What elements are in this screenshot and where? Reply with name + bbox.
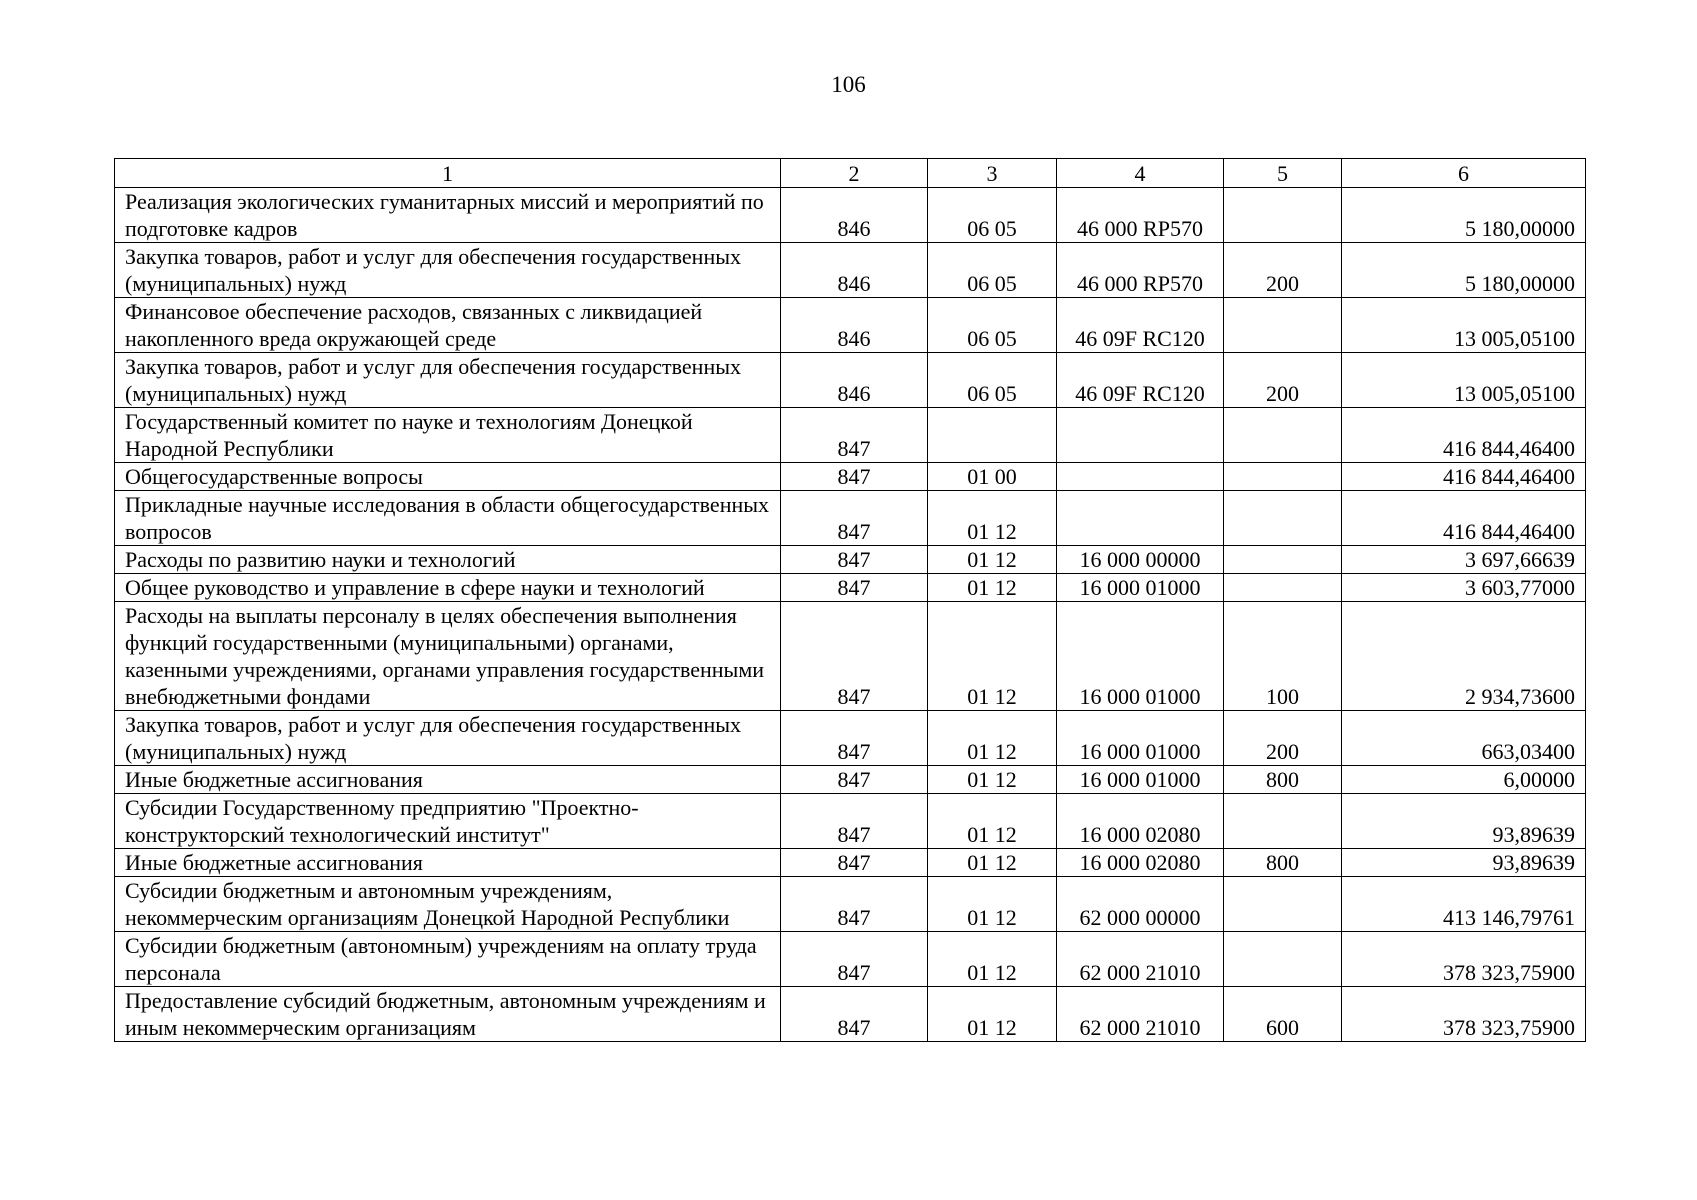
cell-amount: 93,89639 bbox=[1342, 794, 1586, 849]
cell-amount: 413 146,79761 bbox=[1342, 877, 1586, 932]
cell-expense-type bbox=[1224, 408, 1342, 463]
cell-target-article: 16 000 01000 bbox=[1057, 766, 1224, 794]
cell-name: Прикладные научные исследования в области общегосударственных вопросов bbox=[115, 491, 781, 546]
cell-name: Субсидии бюджетным и автономным учреждениям, некоммерческим организациям Донецкой Народной Республики bbox=[115, 877, 781, 932]
header-cell: 3 bbox=[928, 159, 1057, 188]
cell-department-code: 847 bbox=[781, 987, 928, 1042]
header-cell: 4 bbox=[1057, 159, 1224, 188]
cell-expense-type: 800 bbox=[1224, 849, 1342, 877]
cell-department-code: 847 bbox=[781, 574, 928, 602]
cell-target-article: 46 000 RP570 bbox=[1057, 188, 1224, 243]
table-row bbox=[115, 794, 1586, 849]
cell-department-code: 847 bbox=[781, 491, 928, 546]
cell-department-code: 846 bbox=[781, 353, 928, 408]
cell-section-code: 01 12 bbox=[928, 987, 1057, 1042]
cell-amount: 416 844,46400 bbox=[1342, 408, 1586, 463]
cell-name: Субсидии Государственному предприятию "Проектно-конструкторский технологический институт" bbox=[115, 794, 781, 849]
cell-department-code: 847 bbox=[781, 463, 928, 491]
cell-section-code: 01 12 bbox=[928, 546, 1057, 574]
table-row bbox=[115, 849, 1586, 877]
cell-section-code: 01 12 bbox=[928, 932, 1057, 987]
table-row bbox=[115, 463, 1586, 491]
cell-name: Общее руководство и управление в сфере науки и технологий bbox=[115, 574, 781, 602]
cell-section-code: 06 05 bbox=[928, 243, 1057, 298]
cell-department-code: 847 bbox=[781, 849, 928, 877]
table-row bbox=[115, 987, 1586, 1042]
cell-department-code: 847 bbox=[781, 794, 928, 849]
cell-department-code: 847 bbox=[781, 932, 928, 987]
table-row bbox=[115, 711, 1586, 766]
cell-expense-type bbox=[1224, 298, 1342, 353]
page-number: 106 bbox=[831, 72, 866, 97]
cell-expense-type bbox=[1224, 491, 1342, 546]
table-row bbox=[115, 243, 1586, 298]
table-row bbox=[115, 602, 1586, 711]
cell-name: Закупка товаров, работ и услуг для обеспечения государственных (муниципальных) нужд bbox=[115, 353, 781, 408]
cell-section-code: 06 05 bbox=[928, 353, 1057, 408]
table-row bbox=[115, 932, 1586, 987]
table-row bbox=[115, 491, 1586, 546]
cell-target-article: 16 000 02080 bbox=[1057, 794, 1224, 849]
cell-name: Общегосударственные вопросы bbox=[115, 463, 781, 491]
cell-name: Субсидии бюджетным (автономным) учреждениям на оплату труда персонала bbox=[115, 932, 781, 987]
cell-section-code: 01 12 bbox=[928, 711, 1057, 766]
header-cell: 5 bbox=[1224, 159, 1342, 188]
cell-expense-type bbox=[1224, 546, 1342, 574]
cell-amount: 5 180,00000 bbox=[1342, 243, 1586, 298]
cell-amount: 3 603,77000 bbox=[1342, 574, 1586, 602]
table-header-row bbox=[115, 159, 1586, 188]
cell-target-article: 16 000 01000 bbox=[1057, 602, 1224, 711]
cell-target-article bbox=[1057, 491, 1224, 546]
cell-department-code: 847 bbox=[781, 766, 928, 794]
cell-expense-type bbox=[1224, 932, 1342, 987]
cell-expense-type: 800 bbox=[1224, 766, 1342, 794]
table-row bbox=[115, 574, 1586, 602]
cell-target-article: 16 000 01000 bbox=[1057, 711, 1224, 766]
cell-section-code: 01 12 bbox=[928, 849, 1057, 877]
cell-target-article: 62 000 21010 bbox=[1057, 932, 1224, 987]
cell-section-code: 01 12 bbox=[928, 877, 1057, 932]
cell-name: Закупка товаров, работ и услуг для обеспечения государственных (муниципальных) нужд bbox=[115, 711, 781, 766]
table-row bbox=[115, 353, 1586, 408]
cell-expense-type bbox=[1224, 188, 1342, 243]
table-row bbox=[115, 188, 1586, 243]
cell-name: Реализация экологических гуманитарных миссий и мероприятий по подготовке кадров bbox=[115, 188, 781, 243]
cell-amount: 5 180,00000 bbox=[1342, 188, 1586, 243]
cell-department-code: 846 bbox=[781, 298, 928, 353]
cell-section-code: 06 05 bbox=[928, 188, 1057, 243]
header-cell: 2 bbox=[781, 159, 928, 188]
header-cell: 1 bbox=[115, 159, 781, 188]
cell-amount: 13 005,05100 bbox=[1342, 353, 1586, 408]
cell-expense-type bbox=[1224, 794, 1342, 849]
cell-department-code: 847 bbox=[781, 602, 928, 711]
cell-section-code: 01 12 bbox=[928, 766, 1057, 794]
cell-name: Государственный комитет по науке и технологиям Донецкой Народной Республики bbox=[115, 408, 781, 463]
cell-department-code: 847 bbox=[781, 408, 928, 463]
cell-name: Расходы по развитию науки и технологий bbox=[115, 546, 781, 574]
cell-amount: 416 844,46400 bbox=[1342, 491, 1586, 546]
cell-expense-type bbox=[1224, 877, 1342, 932]
cell-expense-type: 200 bbox=[1224, 243, 1342, 298]
cell-amount: 13 005,05100 bbox=[1342, 298, 1586, 353]
cell-expense-type bbox=[1224, 574, 1342, 602]
cell-expense-type: 200 bbox=[1224, 353, 1342, 408]
cell-section-code: 01 12 bbox=[928, 491, 1057, 546]
cell-department-code: 846 bbox=[781, 243, 928, 298]
cell-amount: 378 323,75900 bbox=[1342, 987, 1586, 1042]
cell-name: Предоставление субсидий бюджетным, автономным учреждениям и иным некоммерческим организациям bbox=[115, 987, 781, 1042]
cell-amount: 663,03400 bbox=[1342, 711, 1586, 766]
table-row bbox=[115, 877, 1586, 932]
budget-table bbox=[114, 158, 1586, 1042]
cell-target-article: 16 000 01000 bbox=[1057, 574, 1224, 602]
cell-name: Закупка товаров, работ и услуг для обеспечения государственных (муниципальных) нужд bbox=[115, 243, 781, 298]
cell-amount: 2 934,73600 bbox=[1342, 602, 1586, 711]
table-row bbox=[115, 408, 1586, 463]
table-row bbox=[115, 298, 1586, 353]
cell-target-article: 62 000 00000 bbox=[1057, 877, 1224, 932]
cell-department-code: 847 bbox=[781, 877, 928, 932]
cell-target-article: 46 000 RP570 bbox=[1057, 243, 1224, 298]
table-row bbox=[115, 546, 1586, 574]
cell-name: Иные бюджетные ассигнования bbox=[115, 849, 781, 877]
cell-section-code: 01 12 bbox=[928, 794, 1057, 849]
cell-target-article bbox=[1057, 408, 1224, 463]
cell-target-article: 46 09F RC120 bbox=[1057, 353, 1224, 408]
cell-target-article: 62 000 21010 bbox=[1057, 987, 1224, 1042]
cell-amount: 378 323,75900 bbox=[1342, 932, 1586, 987]
cell-expense-type: 200 bbox=[1224, 711, 1342, 766]
cell-name: Расходы на выплаты персоналу в целях обеспечения выполнения функций государственными (муниципальными) органами, казенными учреждениями, органами управления государственными внебюджетными фондами bbox=[115, 602, 781, 711]
cell-target-article: 46 09F RC120 bbox=[1057, 298, 1224, 353]
cell-section-code: 01 12 bbox=[928, 602, 1057, 711]
cell-expense-type bbox=[1224, 463, 1342, 491]
cell-amount: 93,89639 bbox=[1342, 849, 1586, 877]
cell-target-article bbox=[1057, 463, 1224, 491]
cell-target-article: 16 000 02080 bbox=[1057, 849, 1224, 877]
cell-department-code: 847 bbox=[781, 546, 928, 574]
cell-target-article: 16 000 00000 bbox=[1057, 546, 1224, 574]
table-row bbox=[115, 766, 1586, 794]
cell-department-code: 847 bbox=[781, 711, 928, 766]
header-cell: 6 bbox=[1342, 159, 1586, 188]
cell-department-code: 846 bbox=[781, 188, 928, 243]
cell-section-code: 01 12 bbox=[928, 574, 1057, 602]
cell-amount: 416 844,46400 bbox=[1342, 463, 1586, 491]
cell-name: Финансовое обеспечение расходов, связанных с ликвидацией накопленного вреда окружающей среде bbox=[115, 298, 781, 353]
cell-expense-type: 100 bbox=[1224, 602, 1342, 711]
cell-section-code: 06 05 bbox=[928, 298, 1057, 353]
cell-section-code bbox=[928, 408, 1057, 463]
cell-amount: 3 697,66639 bbox=[1342, 546, 1586, 574]
cell-amount: 6,00000 bbox=[1342, 766, 1586, 794]
cell-expense-type: 600 bbox=[1224, 987, 1342, 1042]
cell-section-code: 01 00 bbox=[928, 463, 1057, 491]
cell-name: Иные бюджетные ассигнования bbox=[115, 766, 781, 794]
